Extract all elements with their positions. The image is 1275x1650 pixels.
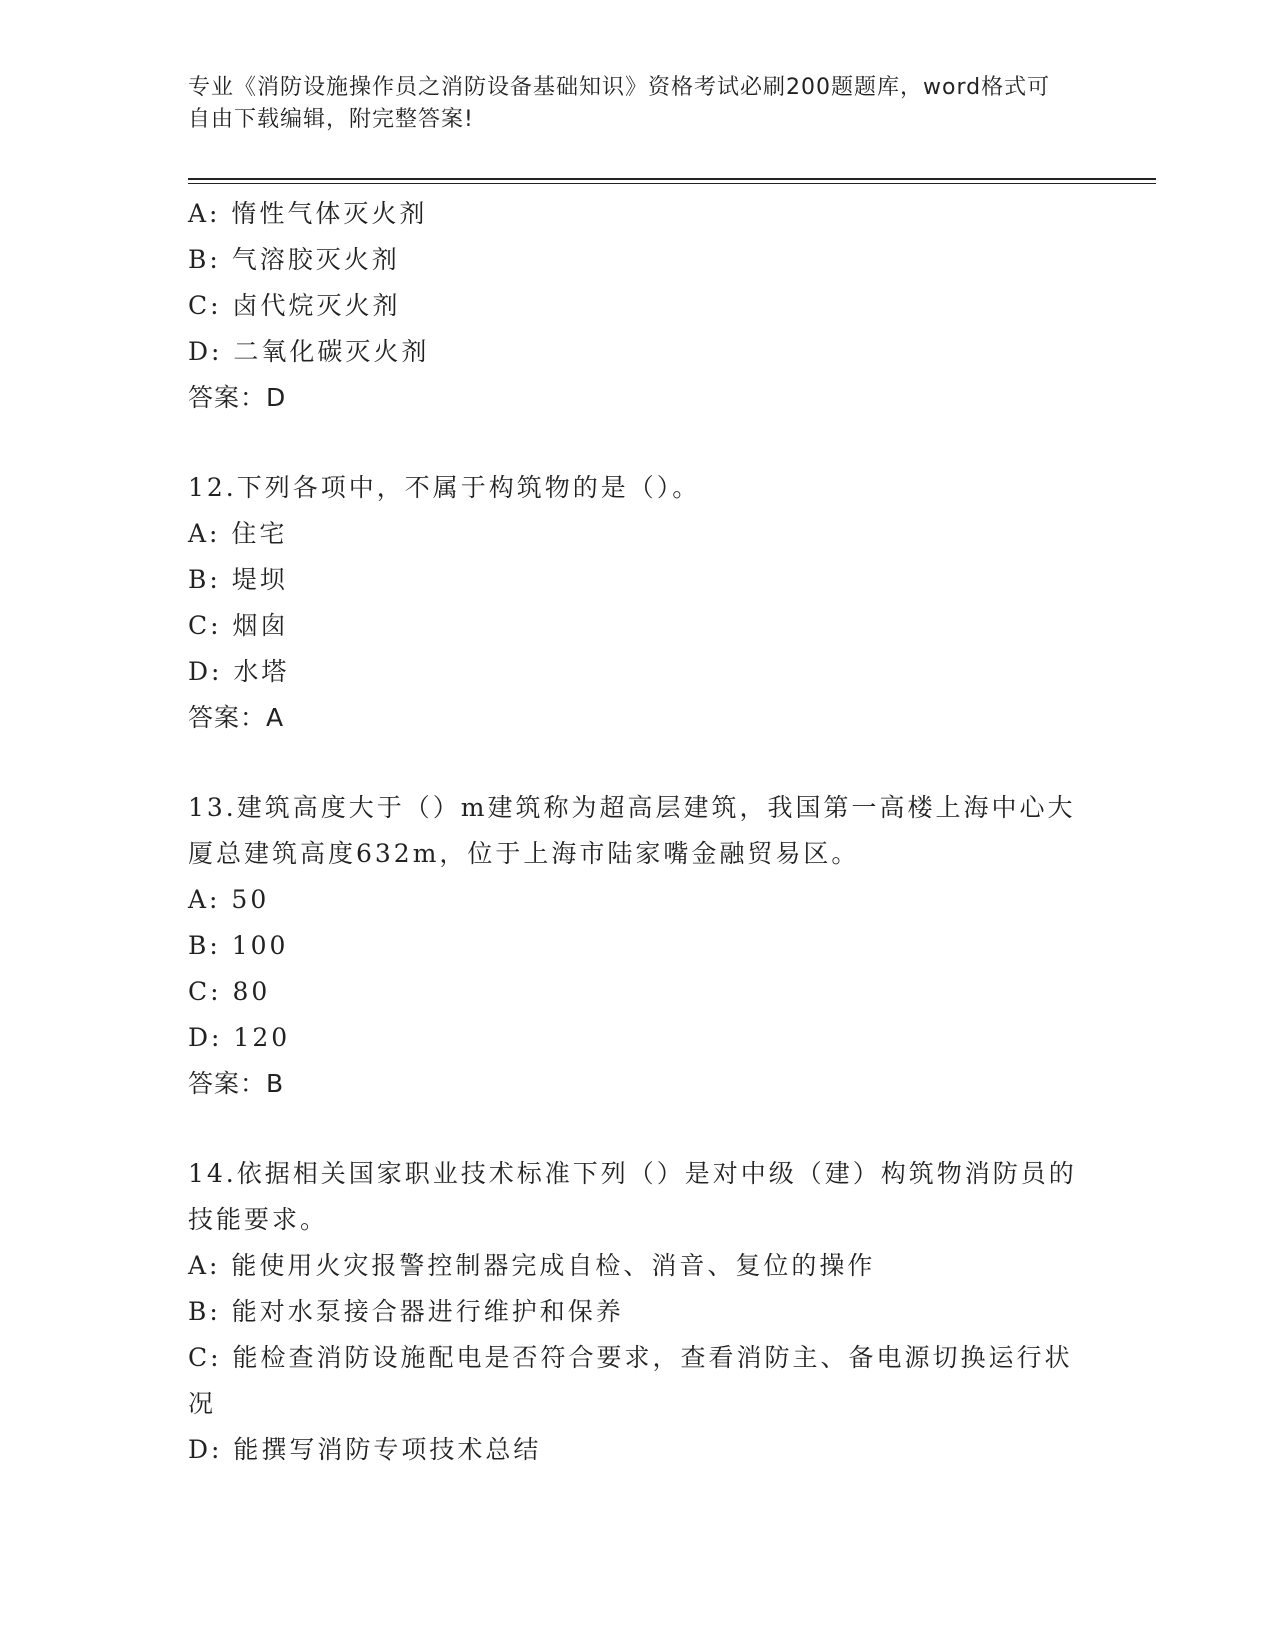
option-b: B: 能对水泵接合器进行维护和保养 (188, 1297, 624, 1326)
header-divider-thin (188, 183, 1156, 184)
question-stem: 13.建筑高度大于（）m建筑称为超高层建筑，我国第一高楼上海中心大厦总建筑高度632m，位于上海市陆家嘴金融贸易区。 (188, 793, 1076, 868)
document-intro: 专业《消防设施操作员之消防设备基础知识》资格考试必刷200题题库，word格式可自由下载编辑，附完整答案! (188, 75, 1051, 132)
answer-line: 答案：D (188, 383, 287, 412)
option-b: B: 100 (188, 931, 289, 960)
option-c: C: 烟囱 (188, 611, 289, 640)
question-stem: 14.依据相关国家职业技术标准下列（）是对中级（建）构筑物消防员的技能要求。 (188, 1159, 1077, 1234)
option-c: C: 卤代烷灭火剂 (188, 291, 401, 320)
question-11-block (188, 191, 1088, 421)
option-d: D: 能撰写消防专项技术总结 (188, 1435, 542, 1464)
option-a: A: 能使用火灾报警控制器完成自检、消音、复位的操作 (188, 1251, 876, 1280)
option-c: C: 能检查消防设施配电是否符合要求，查看消防主、备电源切换运行状况 (188, 1343, 1073, 1418)
option-a: A: 50 (188, 885, 270, 914)
option-d: D: 水塔 (188, 657, 290, 686)
option-a: A: 惰性气体灭火剂 (188, 199, 428, 228)
header-divider-thick (188, 178, 1156, 180)
option-b: B: 堤坝 (188, 565, 288, 594)
answer-line: 答案：A (188, 703, 285, 732)
question-14-block (188, 1151, 1088, 1473)
answer-line: 答案：B (188, 1069, 285, 1098)
question-content (188, 191, 1088, 1473)
question-stem: 12.下列各项中，不属于构筑物的是（）。 (188, 473, 701, 502)
option-a: A: 住宅 (188, 519, 288, 548)
option-d: D: 二氧化碳灭火剂 (188, 337, 430, 366)
option-d: D: 120 (188, 1023, 291, 1052)
question-12-block (188, 465, 1088, 741)
question-13-block (188, 785, 1088, 1107)
option-b: B: 气溶胶灭火剂 (188, 245, 400, 274)
option-c: C: 80 (188, 977, 271, 1006)
